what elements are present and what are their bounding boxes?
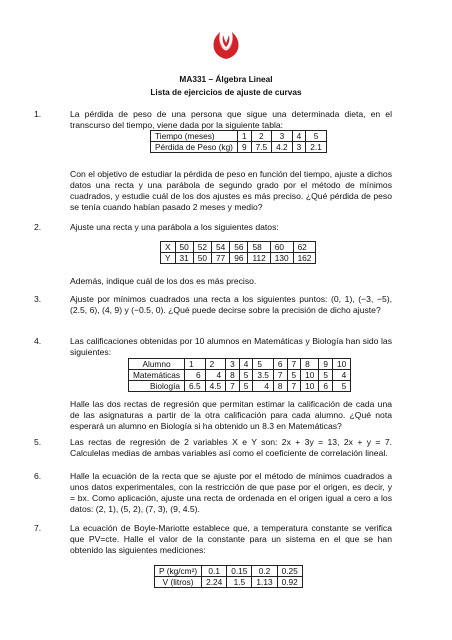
- table-cell: 0.1: [202, 566, 227, 577]
- table-cell: 3: [272, 131, 293, 142]
- table-cell: 9: [319, 359, 333, 370]
- question-text: Las rectas de regresión de 2 variables X e Y son: 2x + 3y = 13, 2x + y = 7. Calculelas medias de ambas variables así como el coeficiente de correlación lineal.: [70, 437, 392, 458]
- document-title: MA331 – Álgebra Lineal: [179, 74, 273, 84]
- table-cell: 4: [333, 370, 351, 381]
- table-cell: 50: [193, 253, 211, 264]
- question-number: 2.: [34, 222, 42, 232]
- table-cell: 6: [273, 359, 287, 370]
- table-cell: Tiempo (meses): [151, 131, 238, 142]
- table-cell: 7: [287, 381, 301, 392]
- table-cell: 5: [239, 381, 253, 392]
- table-cell: 6: [185, 370, 206, 381]
- table-cell: 1: [237, 131, 251, 142]
- table-cell: 31: [175, 253, 193, 264]
- table-cell: 5: [333, 381, 351, 392]
- table-cell: 4: [205, 370, 226, 381]
- table-cell: 5: [319, 370, 333, 381]
- table-cell: 4.2: [272, 142, 293, 153]
- table-cell: 1.13: [252, 577, 277, 588]
- table-cell: V (litros): [155, 577, 202, 588]
- table-cell: Pérdida de Peso (kg): [151, 142, 238, 153]
- table-cell: 3.5: [253, 370, 274, 381]
- table-cell: 2: [205, 359, 226, 370]
- pressure-volume-table: [154, 565, 303, 588]
- question-text: Con el objetivo de estudiar la pérdida de peso en función del tiempo, ajuste a dichos datos una recta y una parábola de segundo grado por el método de mínimos cuadrados, y estudie cuál de los dos ajustes es más preciso. ¿Qué pérdida de peso se tenía cuando habían pasado 2 meses y medio?: [70, 169, 392, 212]
- table-cell: 4.5: [205, 381, 226, 392]
- table-cell: 7: [226, 381, 240, 392]
- table-cell: 2.24: [202, 577, 227, 588]
- table-cell: 4: [292, 131, 306, 142]
- table-cell: 0.2: [252, 566, 277, 577]
- table-cell: 58: [248, 242, 270, 253]
- table-cell: 4: [239, 359, 253, 370]
- table-cell: 130: [270, 253, 293, 264]
- table-cell: 60: [270, 242, 293, 253]
- table-cell: 2: [251, 131, 272, 142]
- question-text: Halle la ecuación de la recta que se ajuste por el método de mínimos cuadrados a unos datos experimentales, con la restricción de que pase por el origen, es decir, y = bx. Como aplicación, ajuste una recta de ordenada en el origen igual a cero a los datos: (2, 1), (5, 2), (7, 3), (9, 4.5).: [70, 471, 392, 514]
- table-cell: 8: [226, 370, 240, 381]
- table-cell: 52: [193, 242, 211, 253]
- table-cell: 2.1: [306, 142, 327, 153]
- table-cell: P (kg/cm²): [155, 566, 202, 577]
- table-cell: 1.5: [227, 577, 252, 588]
- table-cell: 10: [301, 381, 319, 392]
- table-cell: Y: [161, 253, 176, 264]
- grades-table: [128, 358, 351, 392]
- table-cell: 4: [253, 381, 274, 392]
- table-cell: 5: [287, 370, 301, 381]
- table-cell: 3: [226, 359, 240, 370]
- question-number: 4.: [34, 336, 42, 346]
- table-cell: 54: [212, 242, 230, 253]
- question-text: Halle las dos rectas de regresión que permitan estimar la calificación de cada una de las asignaturas a partir de la otra calificación para cada alumno. ¿Qué nota esperará un alumno en Biología si ha obtenido un 8.3 en Matemáticas?: [70, 399, 392, 431]
- table-cell: 1: [185, 359, 206, 370]
- question-number: 1.: [34, 109, 42, 119]
- table-cell: 5: [253, 359, 274, 370]
- question-text: Además, indique cuál de los dos es más preciso.: [70, 276, 257, 286]
- table-cell: X: [161, 242, 176, 253]
- table-cell: 10: [333, 359, 351, 370]
- table-cell: Biología: [129, 381, 185, 392]
- question-number: 5.: [34, 437, 42, 447]
- table-cell: Matemáticas: [129, 370, 185, 381]
- table-cell: 0.15: [227, 566, 252, 577]
- university-logo-icon: [210, 30, 242, 60]
- table-cell: 8: [273, 381, 287, 392]
- table-cell: 3: [292, 142, 306, 153]
- question-text: La ecuación de Boyle-Mariotte establece que, a temperatura constante se verifica que PV=cte. Halle el valor de la constante para un sistema en el que se han obtenido las siguientes mediciones:: [70, 523, 392, 555]
- question-number: 6.: [34, 471, 42, 481]
- table-cell: Alumno: [129, 359, 185, 370]
- question-text: Las calificaciones obtenidas por 10 alumnos en Matemáticas y Biología han sido las siguientes:: [70, 336, 392, 357]
- question-number: 3.: [34, 294, 42, 304]
- table-cell: 6.5: [185, 381, 206, 392]
- xy-data-table: [160, 241, 316, 264]
- table-cell: 0.92: [277, 577, 302, 588]
- table-cell: 0.25: [277, 566, 302, 577]
- table-cell: 7: [273, 370, 287, 381]
- table-cell: 5: [239, 370, 253, 381]
- table-cell: 62: [293, 242, 316, 253]
- table-cell: 162: [293, 253, 316, 264]
- table-cell: 9: [237, 142, 251, 153]
- table-cell: 50: [175, 242, 193, 253]
- table-cell: 96: [230, 253, 248, 264]
- weight-loss-table: [150, 130, 327, 153]
- table-cell: 77: [212, 253, 230, 264]
- question-text: La pérdida de peso de una persona que sigue una determinada dieta, en el transcurso del tiempo, viene dada por la siguiente tabla:: [70, 109, 392, 130]
- table-cell: 5: [306, 131, 327, 142]
- question-number: 7.: [34, 523, 42, 533]
- table-cell: 56: [230, 242, 248, 253]
- table-cell: 8: [301, 359, 319, 370]
- question-text: Ajuste por mínimos cuadrados una recta a los siguientes puntos: (0, 1), (−3, −5), (2.5, 6), (4, 9) y (−0.5, 0). ¿Qué puede decirse sobre la precisión de dicho ajuste?: [70, 294, 392, 315]
- table-cell: 7.5: [251, 142, 272, 153]
- table-cell: 10: [301, 370, 319, 381]
- table-cell: 6: [319, 381, 333, 392]
- table-cell: 112: [248, 253, 270, 264]
- document-subtitle: Lista de ejercicios de ajuste de curvas: [150, 87, 302, 97]
- question-text: Ajuste una recta y una parábola a los siguientes datos:: [70, 222, 279, 232]
- table-cell: 7: [287, 359, 301, 370]
